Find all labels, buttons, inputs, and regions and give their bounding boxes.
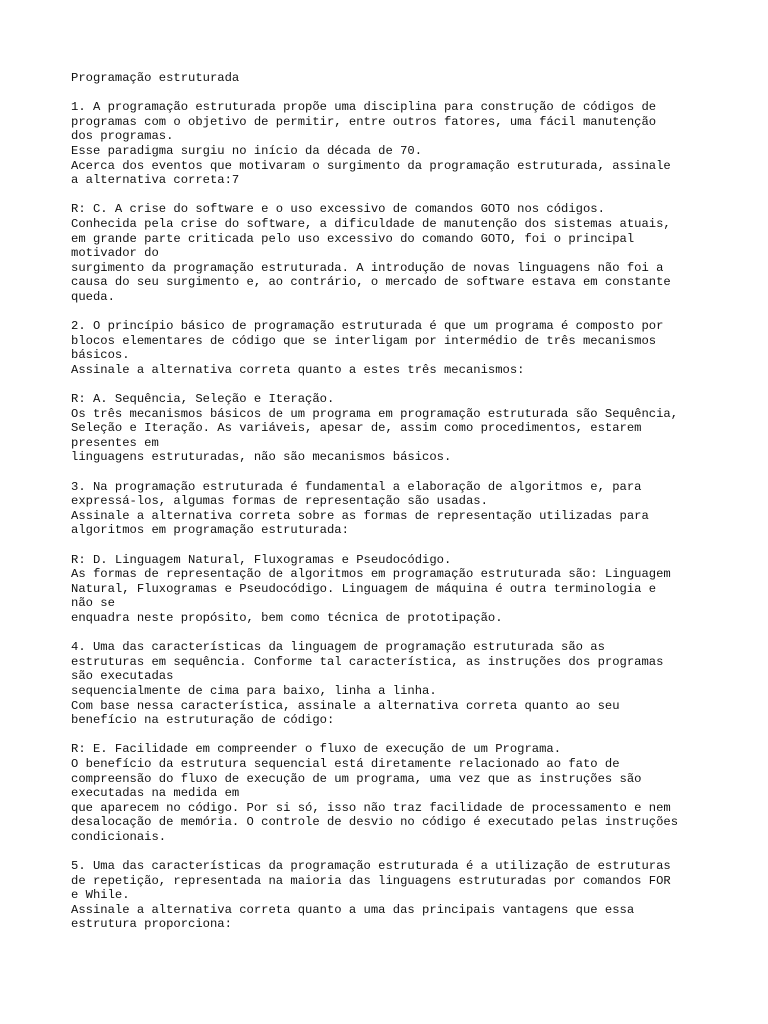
answer-text-line: R: E. Facilidade em compreender o fluxo de execução de um Programa. xyxy=(71,742,562,757)
answer-text-line: em grande parte criticada pelo uso excessivo do comando GOTO, foi o principal xyxy=(71,231,635,246)
question-text-line: estruturas em sequência. Conforme tal característica, as instruções dos programas xyxy=(71,654,664,669)
question-text-line: de repetição, representada na maioria das linguagens estruturadas por comandos FOR xyxy=(71,873,671,888)
question-block xyxy=(71,319,711,377)
question-text-line: Assinale a alternativa correta quanto a estes três mecanismos: xyxy=(71,362,525,377)
document-page xyxy=(71,71,711,932)
questions-list xyxy=(71,100,711,932)
question-text-line: e While. xyxy=(71,888,130,903)
answer-block xyxy=(71,392,711,465)
question-text-line: a alternativa correta:7 xyxy=(71,173,240,188)
answer-text-line: R: A. Sequência, Seleção e Iteração. xyxy=(71,392,335,407)
question-text-line: são executadas xyxy=(71,669,174,684)
question-text-line: 5. Uma das características da programação estruturada é a utilização de estruturas xyxy=(71,859,671,874)
question-text-line: programas com o objetivo de permitir, entre outros fatores, uma fácil manutenção xyxy=(71,114,657,129)
answer-text-line: Natural, Fluxogramas e Pseudocódigo. Linguagem de máquina é outra terminologia e xyxy=(71,581,657,596)
question-block xyxy=(71,859,711,932)
answer-text-line: queda. xyxy=(71,289,115,304)
answer-text-line: enquadra neste propósito, bem como técnica de prototipação. xyxy=(71,610,503,625)
question-text-line: benefício na estruturação de código: xyxy=(71,713,335,728)
question-text-line: Com base nessa característica, assinale a alternativa correta quanto ao seu xyxy=(71,698,620,713)
question-text-line: Esse paradigma surgiu no início da década de 70. xyxy=(71,143,423,158)
answer-text-line: motivador do xyxy=(71,246,159,261)
question-text-line: 3. Na programação estruturada é fundamental a elaboração de algoritmos e, para xyxy=(71,479,642,494)
question-block xyxy=(71,640,711,728)
answer-text-line: R: D. Linguagem Natural, Fluxogramas e Pseudocódigo. xyxy=(71,552,452,567)
question-text-line: algoritmos em programação estruturada: xyxy=(71,523,349,538)
question-text-line: 1. A programação estruturada propõe uma disciplina para construção de códigos de xyxy=(71,100,657,115)
question-block xyxy=(71,480,711,538)
question-text-line: estrutura proporciona: xyxy=(71,917,232,932)
answer-text-line: presentes em xyxy=(71,435,159,450)
question-text-line: básicos. xyxy=(71,348,130,363)
answer-text-line: compreensão do fluxo de execução de um programa, uma vez que as instruções são xyxy=(71,771,642,786)
answer-text-line: surgimento da programação estruturada. A introdução de novas linguagens não foi a xyxy=(71,260,664,275)
answer-text-line: executadas na medida em xyxy=(71,786,240,801)
answer-block xyxy=(71,742,711,844)
answer-text-line: causa do seu surgimento e, ao contrário, o mercado de software estava em constante xyxy=(71,275,671,290)
question-text-line: 2. O princípio básico de programação estruturada é que um programa é composto por xyxy=(71,319,664,334)
question-text-line: expressá-los, algumas formas de representação são usadas. xyxy=(71,494,488,509)
question-text-line: dos programas. xyxy=(71,129,174,144)
answer-text-line: As formas de representação de algoritmos em programação estruturada são: Linguagem xyxy=(71,567,671,582)
answer-text-line: Conhecida pela crise do software, a dificuldade de manutenção dos sistemas atuais, xyxy=(71,216,671,231)
answer-text-line: não se xyxy=(71,596,115,611)
question-text-line: 4. Uma das características da linguagem de programação estruturada são as xyxy=(71,640,605,655)
answer-text-line: condicionais. xyxy=(71,829,167,844)
question-text-line: blocos elementares de código que se interligam por intermédio de três mecanismos xyxy=(71,333,657,348)
answer-text-line: linguagens estruturadas, não são mecanismos básicos. xyxy=(71,450,452,465)
question-text-line: Assinale a alternativa correta quanto a uma das principais vantagens que essa xyxy=(71,902,635,917)
answer-text-line: R: C. A crise do software e o uso excessivo de comandos GOTO nos códigos. xyxy=(71,202,605,217)
document-title: Programação estruturada xyxy=(71,71,240,85)
answer-text-line: Seleção e Iteração. As variáveis, apesar de, assim como procedimentos, estarem xyxy=(71,421,642,436)
question-block xyxy=(71,100,711,188)
answer-text-line: que aparecem no código. Por si só, isso não traz facilidade de processamento e nem xyxy=(71,800,671,815)
question-text-line: sequencialmente de cima para baixo, linha a linha. xyxy=(71,683,437,698)
answer-text-line: Os três mecanismos básicos de um programa em programação estruturada são Sequência, xyxy=(71,406,679,421)
answer-block xyxy=(71,202,711,304)
answer-text-line: O benefício da estrutura sequencial está diretamente relacionado ao fato de xyxy=(71,756,620,771)
question-text-line: Acerca dos eventos que motivaram o surgimento da programação estruturada, assinale xyxy=(71,158,671,173)
question-text-line: Assinale a alternativa correta sobre as formas de representação utilizadas para xyxy=(71,508,649,523)
answer-block xyxy=(71,553,711,626)
answer-text-line: desalocação de memória. O controle de desvio no código é executado pelas instruções xyxy=(71,815,679,830)
